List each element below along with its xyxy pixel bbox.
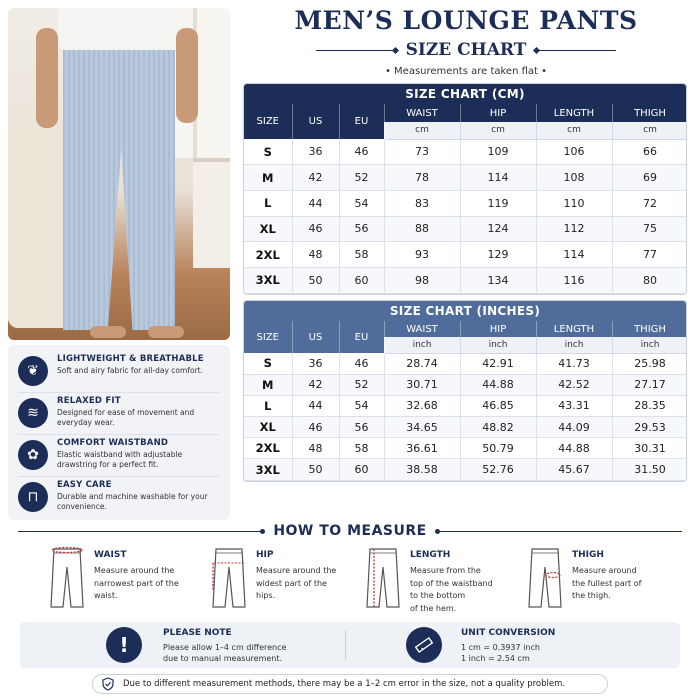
pants-icon: ⊓ (18, 482, 48, 512)
notes-panel (20, 622, 680, 668)
table-cell: 45.67 (536, 459, 612, 480)
features-panel (8, 345, 230, 520)
unit-label: inch (384, 337, 460, 353)
column-header: US (292, 104, 339, 139)
subtitle-row (240, 40, 692, 60)
size-cell: S (244, 353, 292, 374)
feature-desc: Designed for ease of movement and everyday wear. (57, 408, 195, 427)
size-cell: S (244, 139, 292, 165)
table-cell: 44 (292, 190, 339, 216)
measure-hip (208, 545, 368, 615)
table-cell: 60 (339, 267, 384, 293)
table-row (244, 190, 687, 216)
table-row (244, 267, 687, 293)
page-subtitle: SIZE CHART (405, 40, 527, 60)
table-cell: 52 (339, 374, 384, 395)
table-cell: 80 (612, 267, 687, 293)
column-header: WAIST (384, 104, 460, 122)
measure-thigh (524, 545, 684, 615)
table-cell: 36.61 (384, 438, 460, 459)
feature-title: COMFORT WAISTBAND (57, 438, 169, 448)
measure-desc-line: of the hem. (410, 603, 457, 613)
leaf-icon: ❦ (18, 356, 48, 386)
measure-length (362, 545, 522, 615)
table-cell: 56 (339, 417, 384, 438)
table-cell: 38.58 (384, 459, 460, 480)
unit-label: cm (460, 122, 536, 139)
table-row (244, 165, 687, 191)
measure-waist (46, 545, 206, 615)
product-photo (8, 8, 230, 340)
table-cell: 42.91 (460, 353, 536, 374)
size-cell: M (244, 374, 292, 395)
divider (437, 531, 682, 532)
how-to-measure-heading (8, 523, 692, 539)
table-row (244, 374, 687, 395)
table-cell: 72 (612, 190, 687, 216)
feature-item (18, 477, 220, 519)
conversion-line: 1 cm = 0.3937 inch (461, 643, 540, 652)
exclamation-icon: ! (106, 627, 142, 663)
size-chart-inches (243, 300, 687, 482)
table-cell: 27.17 (612, 374, 687, 395)
size-cell: 2XL (244, 438, 292, 459)
unit-label: cm (536, 122, 612, 139)
divider (345, 630, 346, 660)
note-title: PLEASE NOTE (163, 628, 232, 638)
table-cell: 50.79 (460, 438, 536, 459)
measure-desc-line: Measure from the (410, 566, 481, 575)
measure-title: LENGTH (410, 550, 451, 560)
table-cell: 58 (339, 438, 384, 459)
table-cell: 93 (384, 242, 460, 268)
table-cell: 28.35 (612, 395, 687, 416)
table-cell: 110 (536, 190, 612, 216)
feature-title: EASY CARE (57, 480, 112, 490)
column-header: HIP (460, 321, 536, 337)
conversion-title: UNIT CONVERSION (461, 628, 556, 638)
table-cell: 124 (460, 216, 536, 242)
table-cell: 36 (292, 353, 339, 374)
measure-desc-line: top of the waistband (410, 578, 493, 588)
table-cell: 46 (292, 417, 339, 438)
size-table (244, 104, 687, 294)
table-row (244, 395, 687, 416)
table-cell: 34.65 (384, 417, 460, 438)
shirt-decor (58, 8, 178, 53)
table-cell: 36 (292, 139, 339, 165)
table-cell: 54 (339, 190, 384, 216)
table-cell: 60 (339, 459, 384, 480)
measure-desc-line: hips. (256, 591, 276, 600)
feature-desc: Durable and machine washable for your convenience. (57, 492, 208, 511)
column-header: EU (339, 104, 384, 139)
table-cell: 88 (384, 216, 460, 242)
column-header: LENGTH (536, 321, 612, 337)
feature-desc: Soft and airy fabric for all-day comfort. (57, 366, 203, 375)
pants-thigh-diagram-icon (524, 545, 566, 611)
column-header: EU (339, 321, 384, 353)
table-cell: 69 (612, 165, 687, 191)
size-table (244, 321, 687, 481)
pants-decor (63, 50, 175, 330)
table-cell: 109 (460, 139, 536, 165)
table-cell: 48 (292, 242, 339, 268)
measure-desc-line: the fullest part of (572, 578, 642, 588)
table-cell: 30.71 (384, 374, 460, 395)
ruler-icon (406, 627, 442, 663)
table-cell: 116 (536, 267, 612, 293)
table-row (244, 216, 687, 242)
divider (18, 531, 263, 532)
column-header: SIZE (244, 321, 292, 353)
table-row (244, 417, 687, 438)
table-cell: 78 (384, 165, 460, 191)
table-cell: 25.98 (612, 353, 687, 374)
table-cell: 42.52 (536, 374, 612, 395)
divider (316, 50, 396, 51)
table-cell: 42 (292, 165, 339, 191)
measure-desc-line: the thigh. (572, 591, 611, 600)
divider (536, 50, 616, 51)
table-row (244, 459, 687, 480)
table-cell: 48 (292, 438, 339, 459)
unit-label: inch (536, 337, 612, 353)
column-header: SIZE (244, 104, 292, 139)
table-cell: 44 (292, 395, 339, 416)
measure-desc-line: Measure around (572, 566, 637, 575)
table-cell: 54 (339, 395, 384, 416)
measure-desc-line: to the bottom (410, 591, 466, 600)
table-cell: 77 (612, 242, 687, 268)
column-header: WAIST (384, 321, 460, 337)
foot-decor (148, 326, 184, 338)
table-cell: 129 (460, 242, 536, 268)
table-cell: 44.88 (536, 438, 612, 459)
size-cell: 3XL (244, 267, 292, 293)
pants-waist-diagram-icon (46, 545, 88, 611)
table-cell: 73 (384, 139, 460, 165)
size-cell: L (244, 190, 292, 216)
feature-item (18, 393, 220, 435)
feature-desc: Elastic waistband with adjustable drawstring for a perfect fit. (57, 450, 183, 469)
table-cell: 66 (612, 139, 687, 165)
table-cell: 44.09 (536, 417, 612, 438)
column-header: THIGH (612, 104, 687, 122)
shield-check-icon (101, 677, 115, 691)
feature-title: RELAXED FIT (57, 396, 121, 406)
chart-caption: SIZE CHART (INCHES) (244, 301, 686, 321)
feature-title: LIGHTWEIGHT & BREATHABLE (57, 354, 204, 364)
measure-title: HIP (256, 550, 274, 560)
table-cell: 48.82 (460, 417, 536, 438)
table-cell: 114 (460, 165, 536, 191)
side-table-decor (193, 158, 230, 268)
foot-decor (90, 326, 126, 338)
table-cell: 50 (292, 267, 339, 293)
table-row (244, 242, 687, 268)
table-cell: 43.31 (536, 395, 612, 416)
chart-caption: SIZE CHART (CM) (244, 84, 686, 104)
measure-desc-line: waist. (94, 591, 118, 600)
table-cell: 83 (384, 190, 460, 216)
table-cell: 42 (292, 374, 339, 395)
note-line: due to manual measurement. (163, 654, 283, 663)
feature-item (18, 435, 220, 477)
cotton-icon: ✿ (18, 440, 48, 470)
table-cell: 46 (339, 139, 384, 165)
table-row (244, 353, 687, 374)
footer-text: Due to different measurement methods, there may be a 1–2 cm error in the size, not a quality problem. (123, 679, 566, 689)
unit-label: inch (612, 337, 687, 353)
measure-desc-line: Measure around the (256, 566, 337, 575)
section-title: HOW TO MEASURE (273, 523, 427, 539)
arm-decor (176, 28, 198, 123)
table-cell: 114 (536, 242, 612, 268)
note-line: Please allow 1–4 cm difference (163, 643, 287, 652)
footer-disclaimer (92, 674, 608, 694)
table-cell: 134 (460, 267, 536, 293)
feature-item (18, 351, 220, 393)
measure-desc-line: widest part of the (256, 578, 327, 588)
size-cell: L (244, 395, 292, 416)
table-cell: 46 (339, 353, 384, 374)
column-header: US (292, 321, 339, 353)
size-cell: XL (244, 417, 292, 438)
page-title: MEN’S LOUNGE PANTS (294, 6, 638, 35)
unit-label: cm (384, 122, 460, 139)
table-cell: 44.88 (460, 374, 536, 395)
table-cell: 58 (339, 242, 384, 268)
table-cell: 31.50 (612, 459, 687, 480)
table-cell: 52 (339, 165, 384, 191)
measure-title: THIGH (572, 550, 604, 560)
unit-label: cm (612, 122, 687, 139)
table-cell: 56 (339, 216, 384, 242)
table-cell: 108 (536, 165, 612, 191)
table-cell: 28.74 (384, 353, 460, 374)
size-cell: XL (244, 216, 292, 242)
size-chart-cm (243, 83, 687, 295)
table-row (244, 139, 687, 165)
size-cell: 3XL (244, 459, 292, 480)
column-header: THIGH (612, 321, 687, 337)
table-row (244, 438, 687, 459)
table-cell: 50 (292, 459, 339, 480)
unit-label: inch (460, 337, 536, 353)
table-cell: 41.73 (536, 353, 612, 374)
size-cell: M (244, 165, 292, 191)
pants-length-diagram-icon (362, 545, 404, 611)
measurement-note: • Measurements are taken flat • (384, 66, 548, 77)
table-cell: 29.53 (612, 417, 687, 438)
measure-desc-line: Measure around the (94, 566, 175, 575)
airflow-icon: ≋ (18, 398, 48, 428)
table-cell: 52.76 (460, 459, 536, 480)
table-cell: 46.85 (460, 395, 536, 416)
measure-title: WAIST (94, 550, 127, 560)
table-cell: 30.31 (612, 438, 687, 459)
table-cell: 98 (384, 267, 460, 293)
size-cell: 2XL (244, 242, 292, 268)
table-cell: 106 (536, 139, 612, 165)
pants-hip-diagram-icon (208, 545, 250, 611)
arm-decor (36, 28, 58, 128)
table-cell: 46 (292, 216, 339, 242)
conversion-line: 1 inch = 2.54 cm (461, 654, 530, 663)
column-header: LENGTH (536, 104, 612, 122)
table-cell: 112 (536, 216, 612, 242)
table-cell: 32.68 (384, 395, 460, 416)
table-cell: 119 (460, 190, 536, 216)
table-cell: 75 (612, 216, 687, 242)
measure-desc-line: narrowest part of the (94, 578, 179, 588)
column-header: HIP (460, 104, 536, 122)
